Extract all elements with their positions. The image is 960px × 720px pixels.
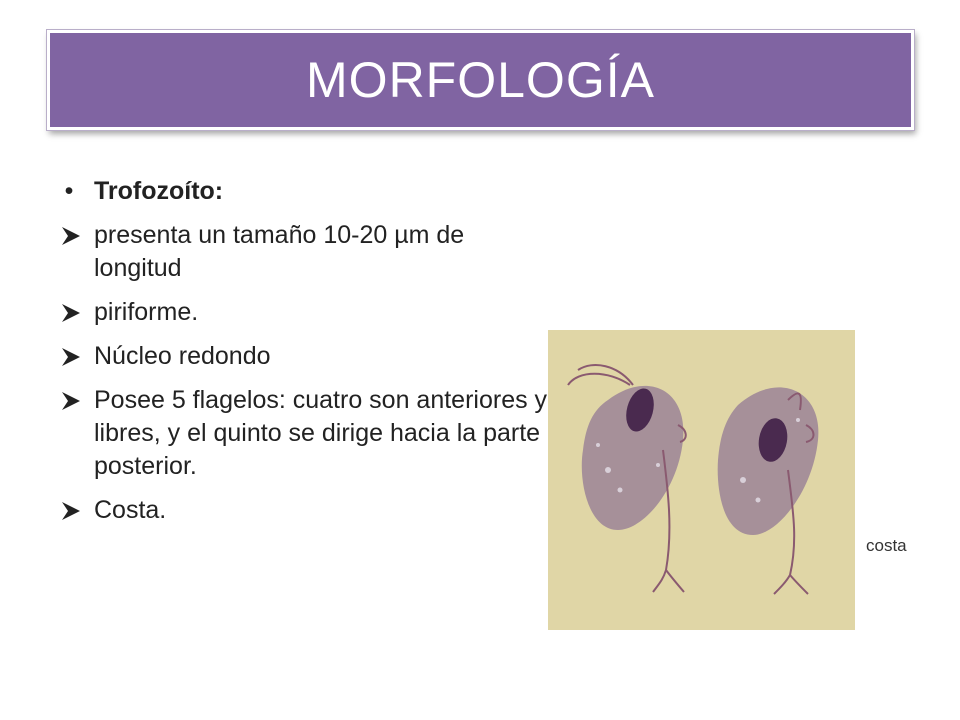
point-text: Costa. xyxy=(94,496,167,524)
bullet-point xyxy=(58,219,548,285)
arrowhead-bullet-icon xyxy=(60,219,84,252)
title-band xyxy=(47,30,914,130)
image-caption: costa xyxy=(866,536,907,555)
arrowhead-bullet-icon xyxy=(60,494,84,527)
arrowhead-bullet-icon xyxy=(60,340,84,373)
bullet-heading xyxy=(58,175,548,208)
bullet-point xyxy=(58,494,548,527)
heading-text: Trofozoíto: xyxy=(94,177,224,205)
round-bullet-icon: • xyxy=(64,177,74,205)
bullet-point xyxy=(58,384,548,483)
point-text: presenta un tamaño 10-20 µm de longitud xyxy=(94,221,465,282)
arrowhead-bullet-icon xyxy=(60,384,84,417)
bullet-point xyxy=(58,340,548,373)
point-text: Núcleo redondo xyxy=(94,342,271,370)
trophozoite-micrograph xyxy=(548,330,855,630)
bullet-point xyxy=(58,296,548,329)
point-text: piriforme. xyxy=(94,298,199,326)
point-text: Posee 5 flagelos: cuatro son anteriores y libres, y el quinto se dirige hacia la parte posterior. xyxy=(94,386,548,480)
slide-title: MORFOLOGÍA xyxy=(306,52,655,108)
arrowhead-bullet-icon xyxy=(60,296,84,329)
slide-body xyxy=(58,175,548,538)
